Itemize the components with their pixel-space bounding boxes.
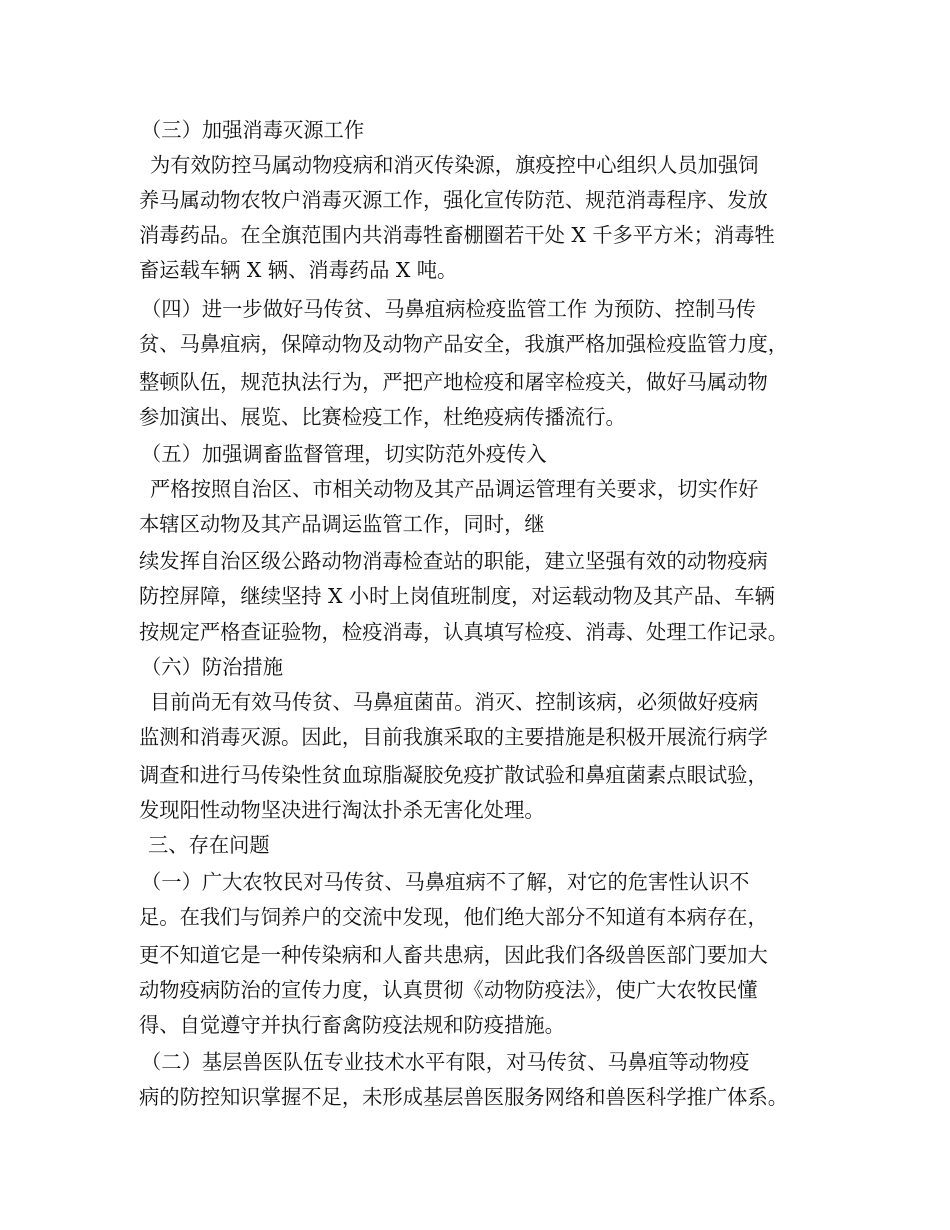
paragraph-line: 整顿队伍，规范执法行为，严把产地检疫和屠宰检疫关，做好马属动物	[139, 370, 768, 394]
paragraph-line: 目前尚无有效马传贫、马鼻疽菌苗。消灭、控制该病，必须做好疫病	[150, 690, 759, 714]
paragraph-line: （一）广大农牧民对马传贫、马鼻疽病不了解，对它的危害性认识不	[141, 870, 750, 894]
paragraph-line: 防控屏障，继续坚持 X 小时上岗值班制度，对运载动物及其产品、车辆	[139, 584, 775, 608]
paragraph-line: 养马属动物农牧户消毒灭源工作，强化宣传防范、规范消毒程序、发放	[139, 188, 768, 212]
heading-prevention: （六）防治措施	[141, 655, 283, 679]
paragraph-line: 严格按照自治区、市相关动物及其产品调运管理有关要求，切实作好	[150, 477, 759, 501]
heading-disinfection: （三）加强消毒灭源工作	[141, 118, 365, 142]
heading-supervision: （五）加强调畜监督管理，切实防范外疫传入	[141, 442, 547, 466]
paragraph-line: 足。在我们与饲养户的交流中发现，他们绝大部分不知道有本病存在，	[139, 905, 768, 929]
paragraph-line: 为有效防控马属动物疫病和消灭传染源，旗疫控中心组织人员加强饲	[150, 153, 759, 177]
paragraph-line: （二）基层兽医队伍专业技术水平有限，对马传贫、马鼻疽等动物疫	[141, 1050, 750, 1074]
paragraph-line: 贫、马鼻疽病，保障动物及动物产品安全，我旗严格加强检疫监管力度，	[139, 332, 789, 356]
paragraph-line: 畜运载车辆 X 辆、消毒药品 X 吨。	[139, 258, 458, 282]
paragraph-line: 参加演出、展览、比赛检疫工作，杜绝疫病传播流行。	[139, 405, 626, 429]
paragraph-line: 病的防控知识掌握不足，未形成基层兽医服务网络和兽医科学推广体系。	[139, 1085, 789, 1109]
paragraph-line: 动物疫病防治的宣传力度，认真贯彻《动物防疫法》，使广大农牧民懂	[139, 978, 758, 1002]
paragraph-line: 本辖区动物及其产品调运监管工作，同时，继	[139, 512, 545, 536]
paragraph-line: 调查和进行马传染性贫血琼脂凝胶免疫扩散试验和鼻疽菌素点眼试验，	[139, 763, 768, 787]
paragraph-line: 消毒药品。在全旗范围内共消毒牲畜棚圈若干处 X 千多平方米；消毒牲	[139, 223, 775, 247]
paragraph-line: 更不知道它是一种传染病和人畜共患病，因此我们各级兽医部门要加大	[139, 943, 768, 967]
paragraph-line: 监测和消毒灭源。因此，目前我旗采取的主要措施是积极开展流行病学	[139, 725, 768, 749]
paragraph-line: 续发挥自治区级公路动物消毒检查站的职能，建立坚强有效的动物疫病	[139, 549, 768, 573]
paragraph-line: 发现阳性动物坚决进行淘汰扑杀无害化处理。	[139, 798, 545, 822]
paragraph-line: 按规定严格查证验物，检疫消毒，认真填写检疫、消毒、处理工作记录。	[139, 620, 789, 644]
section-heading-problems: 三、存在问题	[148, 833, 270, 857]
paragraph-line: 得、自觉遵守并执行畜禽防疫法规和防疫措施。	[139, 1013, 565, 1037]
heading-quarantine: （四）进一步做好马传贫、马鼻疽病检疫监管工作 为预防、控制马传	[141, 297, 756, 321]
